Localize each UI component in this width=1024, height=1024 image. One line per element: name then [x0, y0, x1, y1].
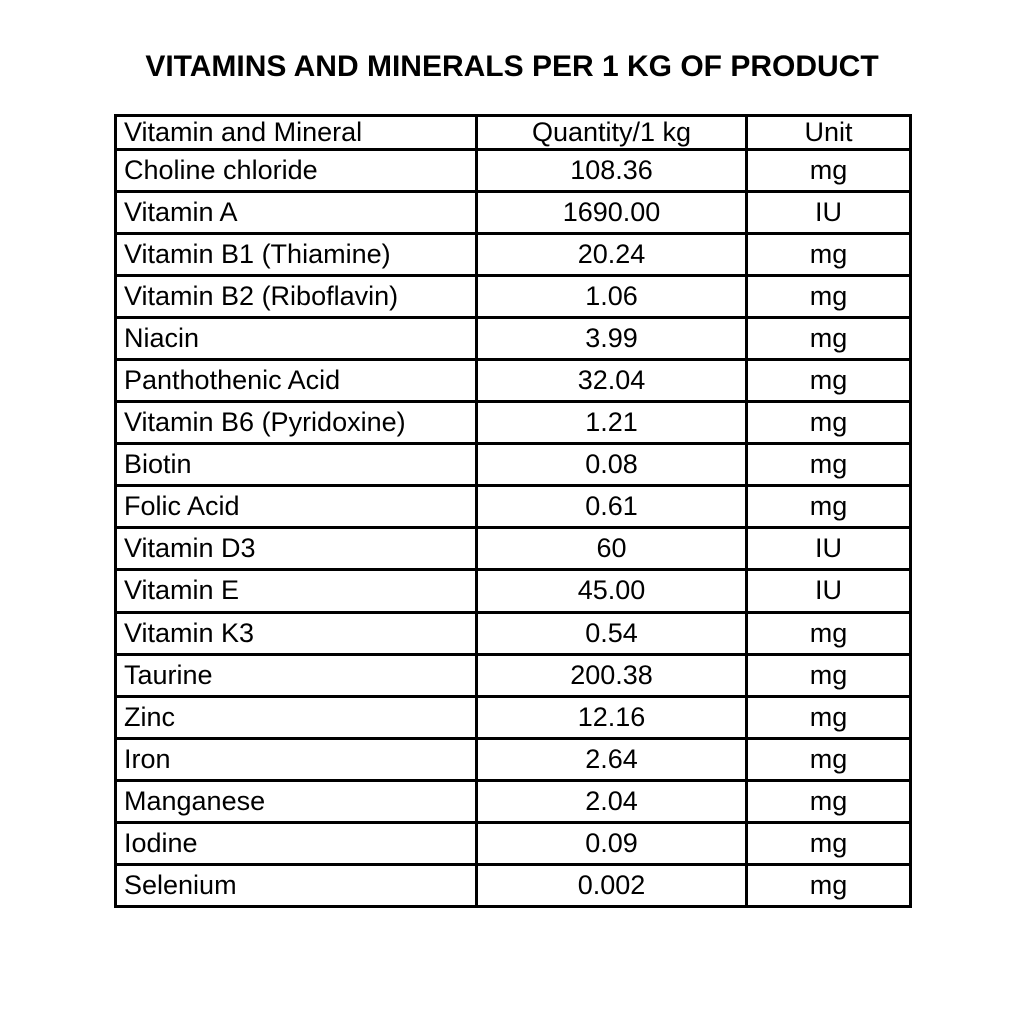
nutrient-name-cell: Zinc [116, 696, 477, 738]
quantity-cell: 0.09 [477, 822, 747, 864]
column-header-quantity: Quantity/1 kg [477, 116, 747, 150]
unit-cell: mg [747, 738, 911, 780]
vitamins-minerals-table [114, 114, 912, 908]
unit-cell: mg [747, 612, 911, 654]
quantity-cell: 60 [477, 528, 747, 570]
unit-cell: mg [747, 654, 911, 696]
table-row [116, 822, 911, 864]
table-row [116, 864, 911, 906]
table-row [116, 234, 911, 276]
quantity-cell: 1.21 [477, 402, 747, 444]
column-header-nutrient-name: Vitamin and Mineral [116, 116, 477, 150]
unit-cell: mg [747, 318, 911, 360]
quantity-cell: 0.61 [477, 486, 747, 528]
unit-cell: mg [747, 276, 911, 318]
table-row [116, 150, 911, 192]
quantity-cell: 3.99 [477, 318, 747, 360]
nutrient-name-cell: Taurine [116, 654, 477, 696]
nutrient-name-cell: Vitamin K3 [116, 612, 477, 654]
unit-cell: mg [747, 696, 911, 738]
quantity-cell: 200.38 [477, 654, 747, 696]
table-row [116, 402, 911, 444]
unit-cell: mg [747, 402, 911, 444]
nutrient-name-cell: Vitamin B2 (Riboflavin) [116, 276, 477, 318]
quantity-cell: 2.64 [477, 738, 747, 780]
table-header-row [116, 116, 911, 150]
quantity-cell: 2.04 [477, 780, 747, 822]
table-row [116, 192, 911, 234]
table-row [116, 486, 911, 528]
page-title: VITAMINS AND MINERALS PER 1 KG OF PRODUCT [145, 50, 879, 83]
quantity-cell: 1690.00 [477, 192, 747, 234]
nutrient-name-cell: Vitamin A [116, 192, 477, 234]
table-row [116, 654, 911, 696]
table-row [116, 444, 911, 486]
unit-cell: IU [747, 570, 911, 612]
table-row [116, 612, 911, 654]
column-header-unit: Unit [747, 116, 911, 150]
quantity-cell: 0.54 [477, 612, 747, 654]
table-row [116, 738, 911, 780]
unit-cell: IU [747, 528, 911, 570]
nutrient-name-cell: Vitamin B1 (Thiamine) [116, 234, 477, 276]
nutrient-name-cell: Vitamin B6 (Pyridoxine) [116, 402, 477, 444]
unit-cell: mg [747, 360, 911, 402]
table-row [116, 528, 911, 570]
nutrient-name-cell: Iron [116, 738, 477, 780]
table-head [116, 116, 911, 150]
quantity-cell: 0.002 [477, 864, 747, 906]
nutrient-name-cell: Iodine [116, 822, 477, 864]
table-row [116, 318, 911, 360]
nutrient-name-cell: Vitamin E [116, 570, 477, 612]
table-row [116, 570, 911, 612]
unit-cell: mg [747, 486, 911, 528]
table-row [116, 276, 911, 318]
nutrient-name-cell: Panthothenic Acid [116, 360, 477, 402]
quantity-cell: 32.04 [477, 360, 747, 402]
nutrient-name-cell: Choline chloride [116, 150, 477, 192]
unit-cell: IU [747, 192, 911, 234]
unit-cell: mg [747, 780, 911, 822]
nutrient-name-cell: Biotin [116, 444, 477, 486]
nutrient-name-cell: Manganese [116, 780, 477, 822]
quantity-cell: 1.06 [477, 276, 747, 318]
quantity-cell: 108.36 [477, 150, 747, 192]
nutrient-name-cell: Niacin [116, 318, 477, 360]
unit-cell: mg [747, 822, 911, 864]
quantity-cell: 0.08 [477, 444, 747, 486]
unit-cell: mg [747, 444, 911, 486]
quantity-cell: 12.16 [477, 696, 747, 738]
quantity-cell: 45.00 [477, 570, 747, 612]
unit-cell: mg [747, 150, 911, 192]
nutrient-name-cell: Selenium [116, 864, 477, 906]
table-row [116, 696, 911, 738]
table-row [116, 360, 911, 402]
table-body [116, 150, 911, 907]
quantity-cell: 20.24 [477, 234, 747, 276]
unit-cell: mg [747, 864, 911, 906]
table-row [116, 780, 911, 822]
nutrient-name-cell: Folic Acid [116, 486, 477, 528]
unit-cell: mg [747, 234, 911, 276]
nutrient-name-cell: Vitamin D3 [116, 528, 477, 570]
